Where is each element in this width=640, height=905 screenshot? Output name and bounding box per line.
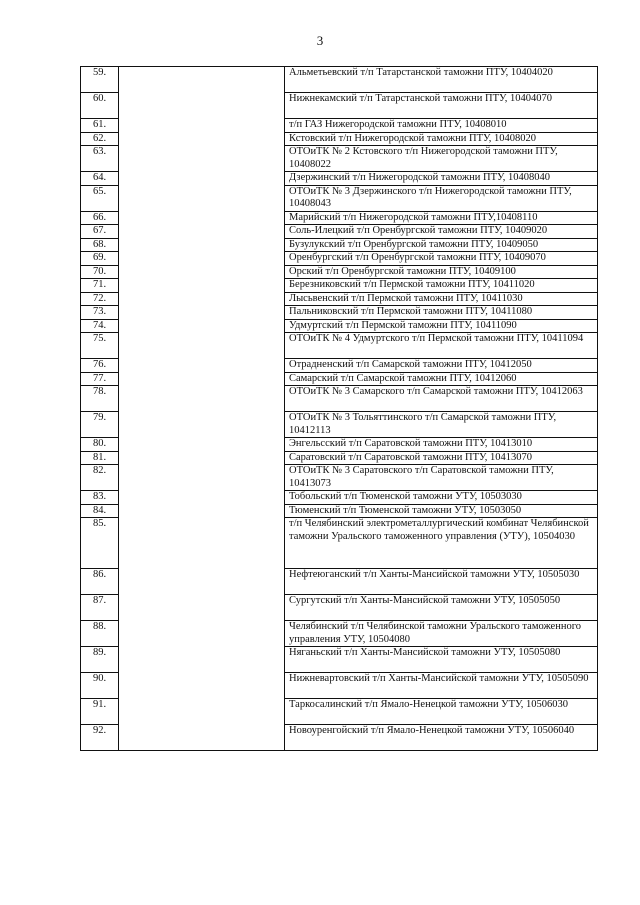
customs-post-name: Альметьевский т/п Татарстанской таможни ПТУ, 10404020 (285, 67, 598, 93)
row-number: 63. (81, 146, 119, 172)
row-number: 88. (81, 621, 119, 647)
empty-cell (119, 252, 285, 266)
empty-cell (119, 119, 285, 133)
table-row (81, 238, 598, 252)
empty-cell (119, 504, 285, 518)
customs-post-name: Челябинский т/п Челябинской таможни Уральского таможенного управления УТУ, 10504080 (285, 621, 598, 647)
table-row (81, 412, 598, 438)
table-row (81, 621, 598, 647)
table-row (81, 292, 598, 306)
customs-post-name: т/п ГАЗ Нижегородской таможни ПТУ, 10408010 (285, 119, 598, 133)
row-number: 60. (81, 93, 119, 119)
customs-post-name: Отрадненский т/п Самарской таможни ПТУ, 10412050 (285, 359, 598, 373)
customs-post-name: Новоуренгойский т/п Ямало-Ненецкой таможни УТУ, 10506040 (285, 725, 598, 751)
table-row (81, 595, 598, 621)
table-row (81, 146, 598, 172)
empty-cell (119, 699, 285, 725)
empty-cell (119, 647, 285, 673)
empty-cell (119, 412, 285, 438)
table-row (81, 67, 598, 93)
customs-post-name: Пальниковский т/п Пермской таможни ПТУ, 10411080 (285, 306, 598, 320)
empty-cell (119, 386, 285, 412)
table-row (81, 504, 598, 518)
table-row (81, 359, 598, 373)
empty-cell (119, 451, 285, 465)
empty-cell (119, 279, 285, 293)
empty-cell (119, 673, 285, 699)
table-row (81, 132, 598, 146)
table-row (81, 319, 598, 333)
customs-post-name: Самарский т/п Самарской таможни ПТУ, 10412060 (285, 372, 598, 386)
empty-cell (119, 359, 285, 373)
empty-cell (119, 725, 285, 751)
row-number: 87. (81, 595, 119, 621)
empty-cell (119, 333, 285, 359)
empty-cell (119, 93, 285, 119)
customs-post-name: Энгельсский т/п Саратовской таможни ПТУ, 10413010 (285, 438, 598, 452)
empty-cell (119, 595, 285, 621)
table-row (81, 211, 598, 225)
table-row (81, 333, 598, 359)
customs-post-name: Няганьский т/п Ханты-Мансийской таможни УТУ, 10505080 (285, 647, 598, 673)
table-row (81, 172, 598, 186)
table-row (81, 673, 598, 699)
empty-cell (119, 292, 285, 306)
row-number: 75. (81, 333, 119, 359)
customs-post-name: ОТОиТК № 3 Дзержинского т/п Нижегородской таможни ПТУ, 10408043 (285, 185, 598, 211)
table-row (81, 438, 598, 452)
customs-post-name: Нижнекамский т/п Татарстанской таможни ПТУ, 10404070 (285, 93, 598, 119)
empty-cell (119, 265, 285, 279)
customs-post-name: Кстовский т/п Нижегородской таможни ПТУ, 10408020 (285, 132, 598, 146)
row-number: 77. (81, 372, 119, 386)
customs-post-name: Тобольский т/п Тюменской таможни УТУ, 10503030 (285, 491, 598, 505)
customs-posts-table (80, 66, 598, 751)
customs-post-name: Марийский т/п Нижегородской таможни ПТУ,10408110 (285, 211, 598, 225)
row-number: 70. (81, 265, 119, 279)
empty-cell (119, 465, 285, 491)
table-row (81, 569, 598, 595)
row-number: 74. (81, 319, 119, 333)
empty-cell (119, 67, 285, 93)
table-row (81, 279, 598, 293)
customs-post-name: Таркосалинский т/п Ямало-Ненецкой таможни УТУ, 10506030 (285, 699, 598, 725)
customs-post-name: ОТОиТК № 3 Самарского т/п Самарской таможни ПТУ, 10412063 (285, 386, 598, 412)
table-row (81, 306, 598, 320)
empty-cell (119, 238, 285, 252)
row-number: 66. (81, 211, 119, 225)
empty-cell (119, 372, 285, 386)
empty-cell (119, 569, 285, 595)
empty-cell (119, 146, 285, 172)
row-number: 81. (81, 451, 119, 465)
empty-cell (119, 438, 285, 452)
customs-post-name: ОТОиТК № 4 Удмуртского т/п Пермской таможни ПТУ, 10411094 (285, 333, 598, 359)
page-number: 3 (316, 33, 324, 48)
table-row (81, 372, 598, 386)
customs-post-name: Сургутский т/п Ханты-Мансийской таможни УТУ, 10505050 (285, 595, 598, 621)
table-row (81, 491, 598, 505)
customs-post-name: Тюменский т/п Тюменской таможни УТУ, 10503050 (285, 504, 598, 518)
row-number: 82. (81, 465, 119, 491)
row-number: 90. (81, 673, 119, 699)
empty-cell (119, 172, 285, 186)
row-number: 78. (81, 386, 119, 412)
row-number: 71. (81, 279, 119, 293)
row-number: 76. (81, 359, 119, 373)
customs-post-name: Нижневартовский т/п Ханты-Мансийской таможни УТУ, 10505090 (285, 673, 598, 699)
empty-cell (119, 132, 285, 146)
row-number: 59. (81, 67, 119, 93)
row-number: 89. (81, 647, 119, 673)
customs-post-name: Орский т/п Оренбургской таможни ПТУ, 10409100 (285, 265, 598, 279)
row-number: 84. (81, 504, 119, 518)
row-number: 65. (81, 185, 119, 211)
customs-post-name: ОТОиТК № 3 Тольяттинского т/п Самарской таможни ПТУ, 10412113 (285, 412, 598, 438)
table-row (81, 451, 598, 465)
customs-post-name: Саратовский т/п Саратовской таможни ПТУ, 10413070 (285, 451, 598, 465)
table-row (81, 699, 598, 725)
table-row (81, 725, 598, 751)
row-number: 73. (81, 306, 119, 320)
empty-cell (119, 621, 285, 647)
row-number: 64. (81, 172, 119, 186)
customs-post-name: Соль-Илецкий т/п Оренбургской таможни ПТУ, 10409020 (285, 225, 598, 239)
table-row (81, 265, 598, 279)
row-number: 67. (81, 225, 119, 239)
row-number: 85. (81, 518, 119, 569)
table-row (81, 225, 598, 239)
customs-post-name: Бузулукский т/п Оренбургской таможни ПТУ, 10409050 (285, 238, 598, 252)
row-number: 69. (81, 252, 119, 266)
table-row (81, 185, 598, 211)
row-number: 80. (81, 438, 119, 452)
customs-post-name: Оренбургский т/п Оренбургской таможни ПТУ, 10409070 (285, 252, 598, 266)
row-number: 61. (81, 119, 119, 133)
row-number: 91. (81, 699, 119, 725)
empty-cell (119, 211, 285, 225)
empty-cell (119, 518, 285, 569)
empty-cell (119, 185, 285, 211)
row-number: 68. (81, 238, 119, 252)
row-number: 62. (81, 132, 119, 146)
empty-cell (119, 491, 285, 505)
row-number: 92. (81, 725, 119, 751)
customs-post-name: Лысьвенский т/п Пермской таможни ПТУ, 10411030 (285, 292, 598, 306)
empty-cell (119, 306, 285, 320)
customs-post-name: Нефтеюганский т/п Ханты-Мансийской таможни УТУ, 10505030 (285, 569, 598, 595)
row-number: 72. (81, 292, 119, 306)
customs-post-name: Дзержинский т/п Нижегородской таможни ПТУ, 10408040 (285, 172, 598, 186)
table-row (81, 465, 598, 491)
customs-post-name: Березниковский т/п Пермской таможни ПТУ, 10411020 (285, 279, 598, 293)
table-row (81, 518, 598, 569)
row-number: 83. (81, 491, 119, 505)
customs-post-name: т/п Челябинский электрометаллургический комбинат Челябинской таможни Уральского таможенного управления (УТУ), 10504030 (285, 518, 598, 569)
customs-post-name: ОТОиТК № 3 Саратовского т/п Саратовской таможни ПТУ, 10413073 (285, 465, 598, 491)
customs-post-name: Удмуртский т/п Пермской таможни ПТУ, 10411090 (285, 319, 598, 333)
table-row (81, 119, 598, 133)
table-row (81, 647, 598, 673)
row-number: 79. (81, 412, 119, 438)
table-row (81, 252, 598, 266)
customs-post-name: ОТОиТК № 2 Кстовского т/п Нижегородской таможни ПТУ, 10408022 (285, 146, 598, 172)
row-number: 86. (81, 569, 119, 595)
empty-cell (119, 319, 285, 333)
table-body (81, 67, 598, 751)
table-row (81, 386, 598, 412)
table-row (81, 93, 598, 119)
empty-cell (119, 225, 285, 239)
